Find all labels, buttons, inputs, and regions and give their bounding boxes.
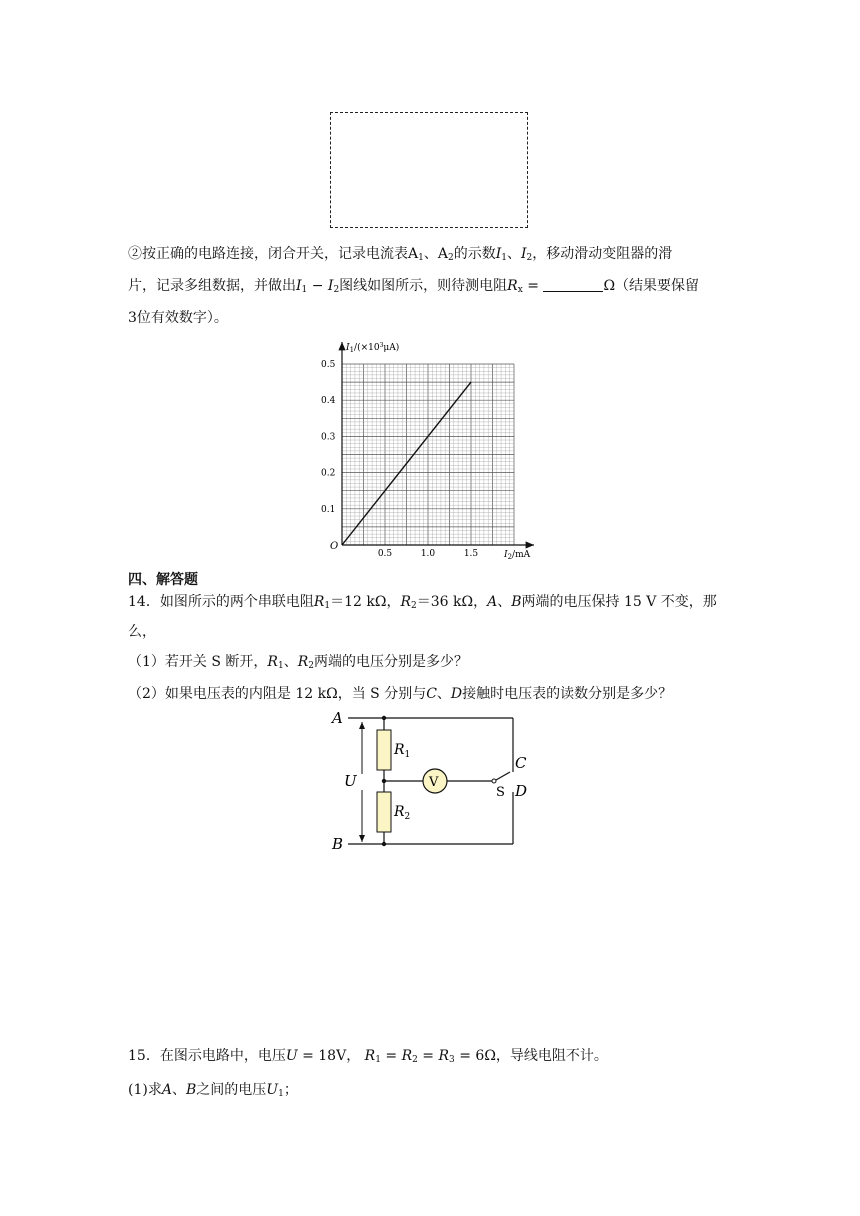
- y-tick-label: 0.5: [321, 360, 336, 370]
- q14-line3: （1）若开关 S 断开，$R_1$、$R_2$两端的电压分别是多少？: [128, 654, 468, 671]
- label-d: D: [515, 782, 528, 800]
- label-r1: $R_1$: [394, 742, 411, 760]
- origin-label: O: [330, 541, 339, 552]
- label-b: B: [332, 835, 344, 853]
- q13-step2-line1: ②按正确的电路连接，闭合开关，记录电流表$A_1$、$A_2$的示数$I_1$、$I_2$，移动滑动变阻器的滑: [128, 246, 673, 263]
- label-r2: $R_2$: [394, 804, 411, 822]
- x-axis-label: $I_2/mA$: [504, 550, 531, 561]
- y-tick-label: 0.1: [321, 504, 336, 515]
- q14-line1: 14．如图所示的两个串联电阻$R_1=12$ kΩ，$R_2=36$ kΩ，A、B两端的电压保持 15 V 不变，那: [128, 594, 717, 611]
- q13-step2-line2: 片，记录多组数据，并做出$I_1 - I_2$图线如图所示，则待测电阻$R_x = \Omega$（结果要保留: [128, 278, 700, 295]
- label-u: U: [344, 772, 357, 790]
- label-a: A: [332, 709, 343, 727]
- q15-line1: 15．在图示电路中，电压U = 18V， $R_1 = R_2 = R_3 = 6\Omega$，导线电阻不计。: [128, 1048, 608, 1065]
- y-axis-label: $I_1/(\times 10^3\mu A)$: [346, 342, 400, 354]
- x-tick-label: 0.5: [377, 549, 393, 559]
- y-tick-label: 0.4: [321, 396, 336, 407]
- switch-blade: [496, 772, 510, 780]
- q14-line4: （2）如果电压表的内阻是 12 kΩ，当 S 分别与C、D接触时电压表的读数分别是多少？: [128, 686, 673, 702]
- i1-i2-graph: [318, 338, 538, 562]
- label-s: S: [496, 785, 505, 800]
- q14-circuit-diagram: [328, 708, 536, 858]
- section-title: 四、解答题: [128, 572, 198, 588]
- resistor-r2: [377, 792, 391, 832]
- label-c: C: [515, 754, 527, 772]
- x-tick-label: 1.0: [420, 549, 436, 559]
- q13-step2-line3: 3位有效数字）。: [128, 310, 228, 326]
- y-tick-label: 0.3: [321, 432, 336, 443]
- graph-grid: [342, 364, 514, 545]
- switch-pivot: [492, 779, 496, 783]
- q15-line2: (1)求A、B之间的电压$U_1$；: [128, 1082, 298, 1099]
- answer-box: [330, 112, 528, 228]
- answer-blank[interactable]: [543, 277, 603, 292]
- q14-line2: 么，: [128, 624, 156, 640]
- label-v: V: [429, 775, 439, 790]
- y-tick-label: 0.2: [321, 468, 336, 479]
- resistor-r1: [377, 730, 391, 770]
- x-tick-label: 1.5: [463, 549, 479, 559]
